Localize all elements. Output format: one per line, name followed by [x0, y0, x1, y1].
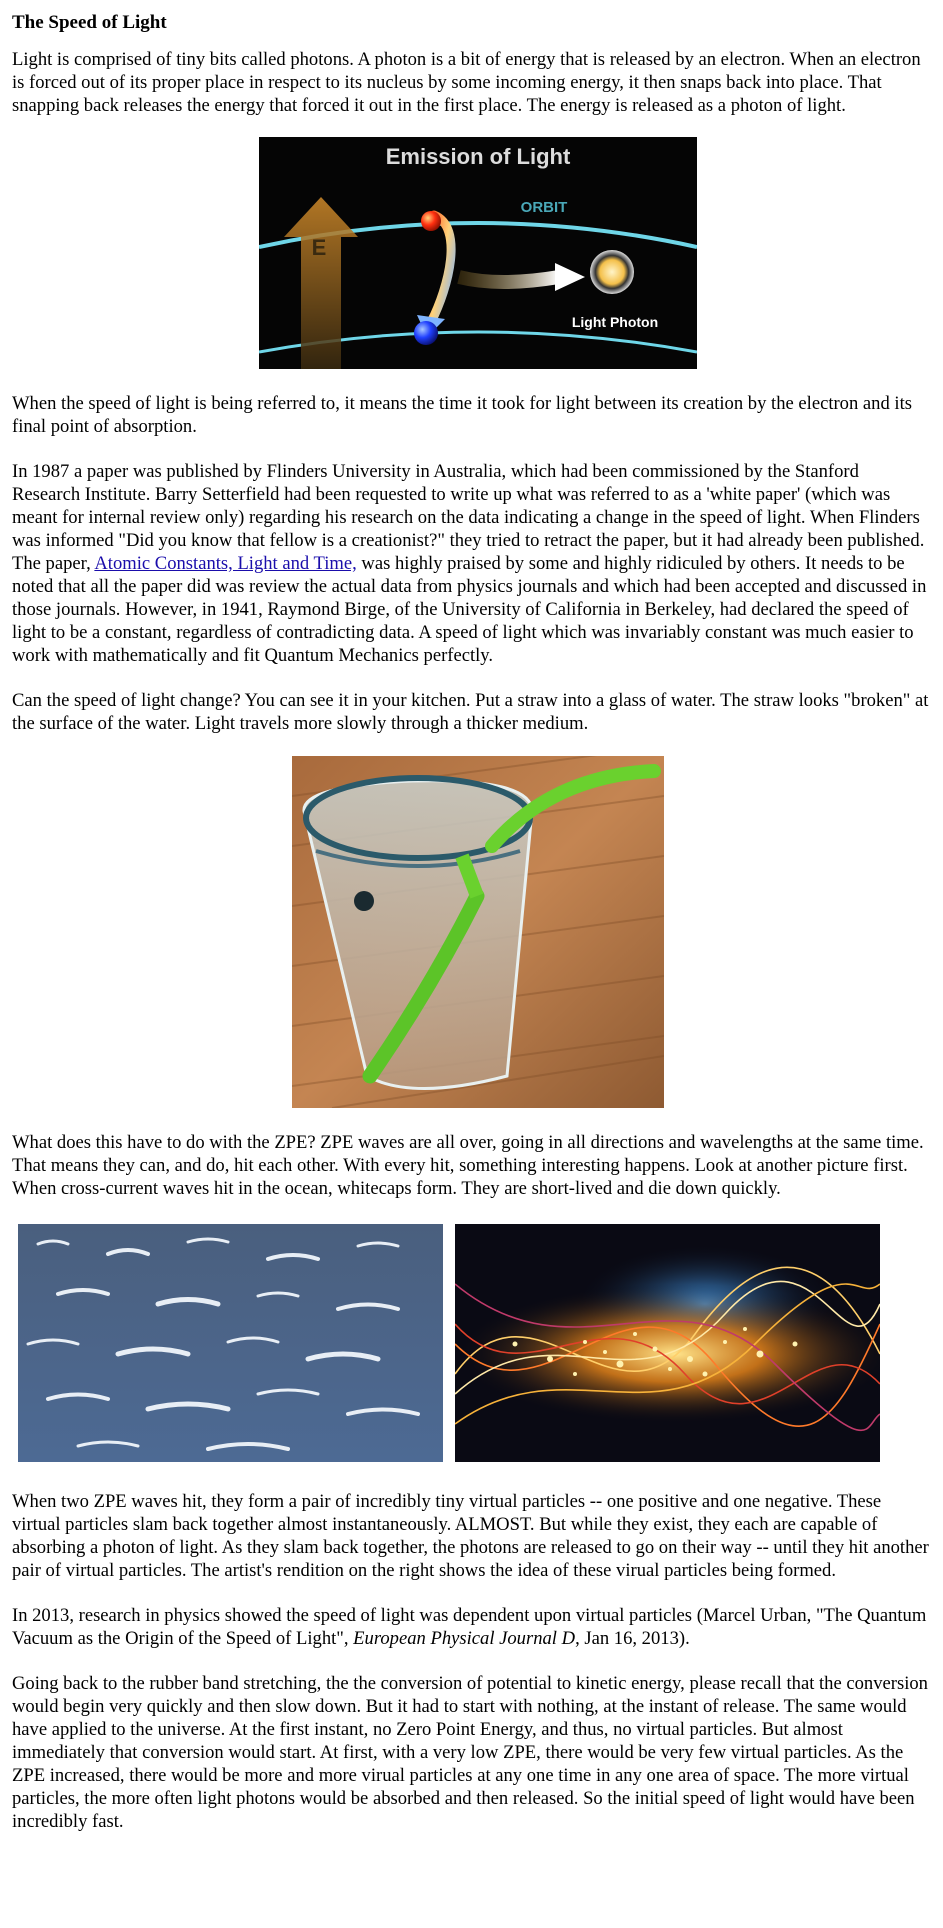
paragraph-flinders-part1: In 1987 a paper was published by Flinders University in Australia, which had been commissioned by the Stanford Research Institute. Barry Setterfield had been requested to write up what was referred to as a 'white paper' (which was meant for internal review only) regarding his research on the data indicating a change in the speed of light. When Flinders was informed "Did you know that fellow is a creationist?" they tried to retract the paper, but it had already been published. The paper, [12, 461, 925, 574]
ocean-photo [18, 1224, 443, 1462]
paragraph-straw: Can the speed of light change? You can see it in your kitchen. Put a straw into a glass of water. The straw looks "broken" at the surface of the water. Light travels more slowly through a thicker medium. [12, 690, 929, 734]
paragraph-flinders [12, 460, 931, 667]
energy-arrow [284, 197, 358, 369]
light-photon [590, 250, 634, 294]
orbit-label: ORBIT [520, 199, 568, 216]
page-title: The Speed of Light [12, 12, 167, 33]
virtual-particles-art-image [455, 1224, 880, 1462]
transition-arrow [431, 215, 451, 322]
energy-label: E [311, 235, 327, 260]
paragraph-flinders-part2: was highly praised by some and highly ridiculed by others. It needs to be noted that all the paper did was review the actual data from physics journals and which had been accepted and discussed in those journals. However, in 1941, Raymond Birge, of the University of California in Berkeley, had declared the speed of light to be a constant, regardless of contradicting data. A speed of light which was invariably constant was much easier to work with mathematically and fit Quantum Mechanics perfectly. [12, 553, 927, 666]
paragraph-virtual-particles: When two ZPE waves hit, they form a pair of incredibly tiny virtual particles -- one positive and one negative. These virtual particles slam back together almost instantaneously. ALMOST. But while they exist, they each are capable of absorbing a photon of light. As they slam back together, the photons are released to go on their way -- until they hit another pair of virtual particles. The artist's rendition on the right shows the idea of these virual particles being formed. [12, 1491, 929, 1581]
paragraph-speed-definition: When the speed of light is being referred to, it means the time it took for light between its creation by the electron and its final point of absorption. [12, 393, 912, 437]
emission-of-light-image [259, 137, 697, 369]
beam-arrowhead [555, 263, 585, 291]
straw-photo [292, 756, 664, 1108]
paragraph-rubber-band: Going back to the rubber band stretching, the the conversion of potential to kinetic energy, please recall that the conversion would begin very quickly and then slow down. But it had to start with nothing, at the instant of release. The same would have applied to the universe. At the first instant, no Zero Point Energy, and thus, no virtual particles. But almost immediately that conversion would start. At first, with a very low ZPE, there would be very few virtual particles. As the ZPE increased, there would be more and more virual particles at any one time in any one area of space. The more virtual particles, the more often light photons would be absorbed and then released. So the initial speed of light would have been incredibly fast. [12, 1673, 928, 1832]
image-pair [18, 1224, 931, 1462]
particles-art [455, 1224, 880, 1462]
figure-heading: Emission of Light [385, 144, 571, 169]
photon-beam [459, 277, 559, 282]
straw-in-glass-image [292, 756, 664, 1108]
ground-electron [414, 321, 438, 345]
atomic-constants-link[interactable]: Atomic Constants, Light and Time, [94, 553, 357, 574]
excited-electron [421, 211, 441, 231]
photon-label: Light Photon [571, 314, 659, 330]
journal-name: European Physical Journal D [353, 1628, 576, 1649]
ocean-whitecaps-image [18, 1224, 443, 1462]
bubble [354, 891, 374, 911]
sea [18, 1224, 443, 1462]
emission-diagram [259, 137, 697, 369]
paragraph-photons: Light is comprised of tiny bits called photons. A photon is a bit of energy that is released by an electron. When an electron is forced out of its proper place in respect to its nucleus by some incoming energy, it then snaps back into place. That snapping back releases the energy that forced it out in the first place. The energy is released as a photon of light. [12, 49, 921, 116]
research-citation-part2: , Jan 16, 2013). [575, 1628, 690, 1649]
paragraph-zpe: What does this have to do with the ZPE? ZPE waves are all over, going in all directions and wavelengths at the same time. That means they can, and do, hit each other. With every hit, something interesting happens. Look at another picture first. When cross-current waves hit in the ocean, whitecaps form. They are short-lived and die down quickly. [12, 1132, 924, 1199]
research-citation-part1: In 2013, research in physics showed the speed of light was dependent upon virtual particles (Marcel Urban, "The Quantum Vacuum as the Origin of the Speed of Light", [12, 1605, 927, 1649]
paragraph-research-2013 [12, 1604, 931, 1650]
